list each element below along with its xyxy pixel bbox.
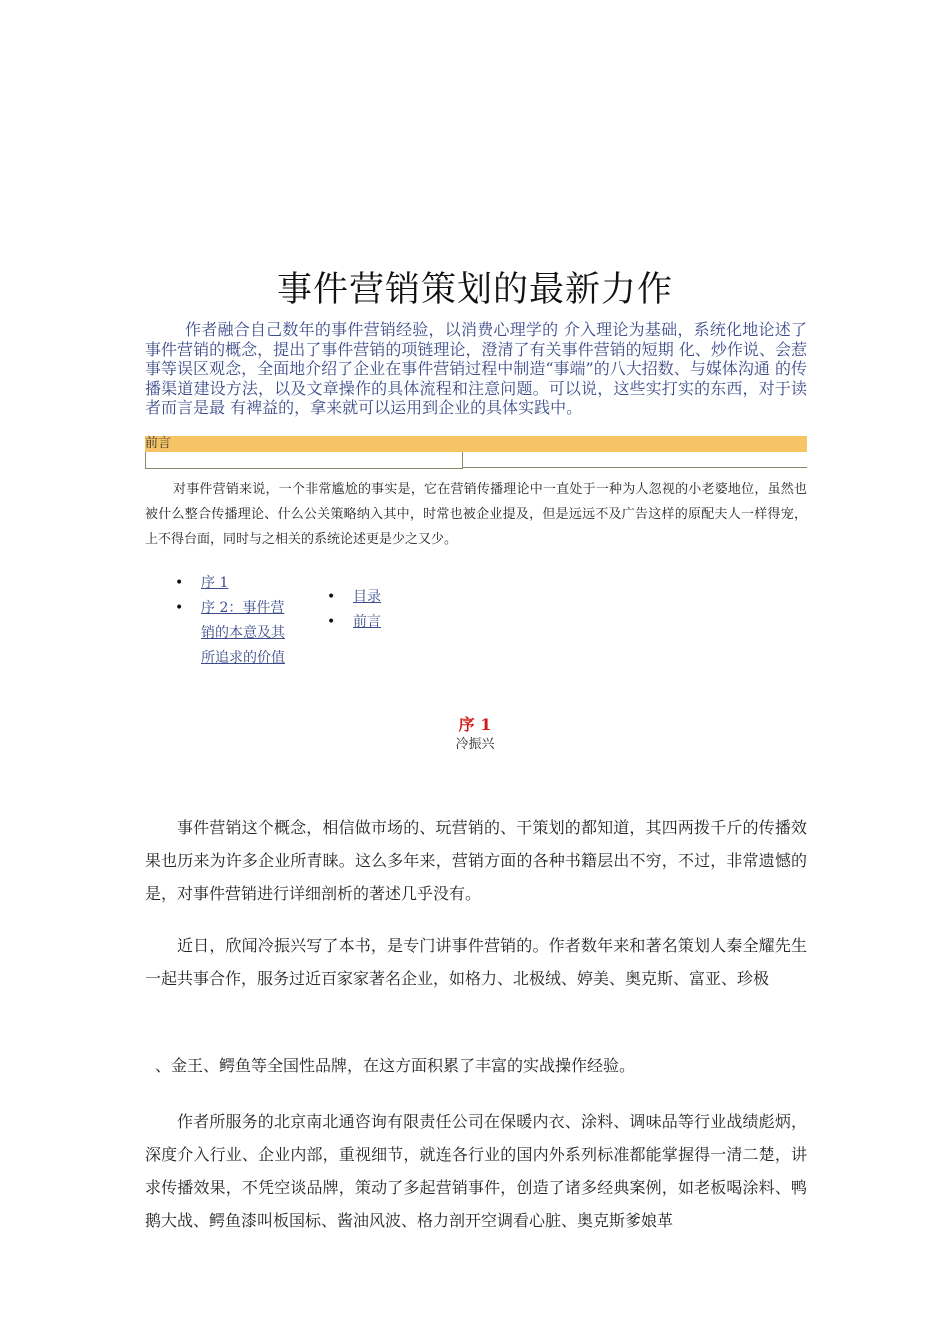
toc-link-seq1[interactable]: 序 1 <box>201 575 229 591</box>
section-divider <box>462 467 807 468</box>
page-title: 事件营销策划的最新力作 <box>276 270 673 310</box>
toc-item <box>175 571 297 596</box>
body-paragraph: 、金王、鳄鱼等全国性品牌，在这方面积累了丰富的实战操作经验。 <box>155 1056 636 1075</box>
toc-item <box>327 610 427 635</box>
toc-link-contents[interactable]: 目录 <box>353 589 381 605</box>
body-paragraph: 近日，欣闻冷振兴写了本书，是专门讲事件营销的。作者数年来和著名策划人秦全耀先生一起共事合作，服务过近百家家著名企业，如格力、北极绒、婷美、奥克斯、富亚、珍极 <box>145 936 807 988</box>
section-header-label: 前言 <box>145 436 172 451</box>
body-paragraph: 作者所服务的北京南北通咨询有限责任公司在保暖内衣、涂料、调味品等行业战绩彪炳，深度介入行业、企业内部，重视细节，就连各行业的国内外系列标准都能掌握得一清二楚，讲求传播效果，不凭空谈品牌，策动了多起营销事件，创造了诸多经典案例，如老板喝涂料、鸭鹅大战、鳄鱼漆叫板国标、酱油风波、格力剖开空调看心脏、奥克斯爹娘革 <box>145 1112 807 1230</box>
preface-paragraph: 对事件营销来说，一个非常尴尬的事实是，它在营销传播理论中一直处于一种为人忽视的小老婆地位，虽然也被什么整合传播理论、什么公关策略纳入其中，时常也被企业提及，但是远远不及广告这样的原配夫人一样得宠，上不得台面，同时与之相关的系统论述更是少之又少。 <box>145 482 807 547</box>
toc-list-left <box>175 571 297 671</box>
toc-item <box>327 585 427 610</box>
section-tab-box <box>145 452 463 469</box>
body-paragraph: 事件营销这个概念，相信做市场的、玩营销的、干策划的都知道，其四两拨千斤的传播效果也历来为许多企业所青睐。这么多年来，营销方面的各种书籍层出不穷，不过，非常遗憾的是，对事件营销进行详细剖析的著述几乎没有。 <box>145 818 807 903</box>
toc-link-seq2[interactable]: 序 2：事件营销的本意及其所追求的价值 <box>201 600 285 666</box>
toc-item <box>175 596 297 671</box>
section-header-bar <box>145 436 807 452</box>
section-title: 序 1 <box>458 715 492 734</box>
toc-link-preface[interactable]: 前言 <box>353 614 381 630</box>
toc-list-right <box>327 585 427 635</box>
section-author: 冷振兴 <box>455 737 495 752</box>
intro-paragraph: 作者融合自己数年的事件营销经验，以消费心理学的 介入理论为基础，系统化地论述了事件营销的概念，提出了事件营销的项链理论，澄清了有关事件营销的短期 化、炒作说、会惹事等误区观念，全面地介绍了企业在事件营销过程中制造“事端”的八大招数、与媒体沟通 的传播渠道建设方法，以及文章操作的具体流程和注意问题。可以说，这些实打实的东西，对于读者而言是最 有裨益的，拿来就可以运用到企业的具体实践中。 <box>145 320 807 417</box>
